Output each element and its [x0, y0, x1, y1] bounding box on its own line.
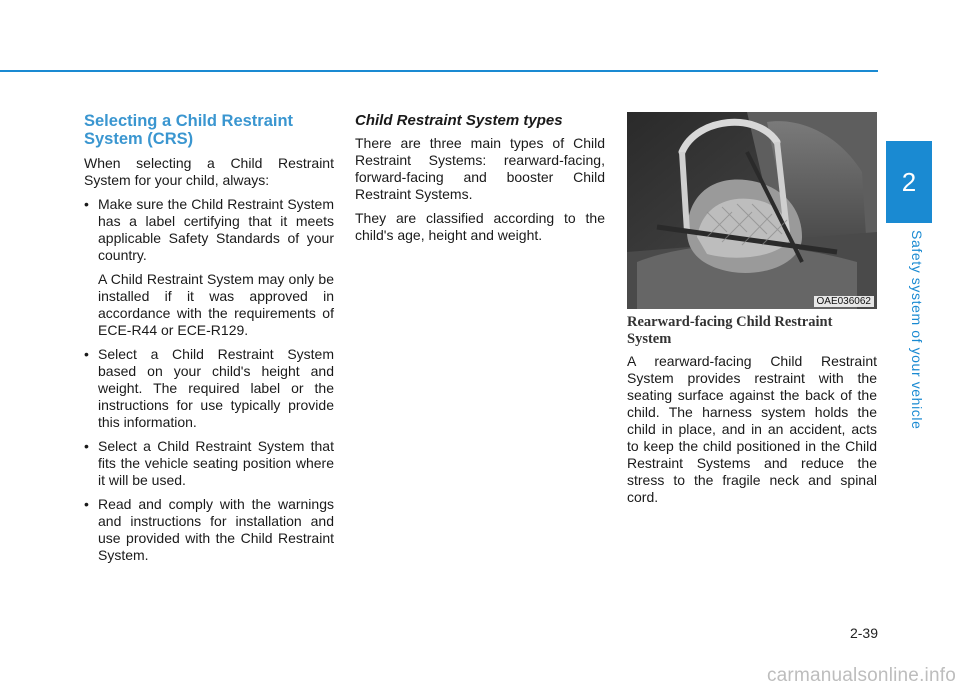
- rearward-crs-illustration: [627, 112, 877, 309]
- list-item-text: Select a Child Restraint System based on your child's height and weight. The required label or the instructions for use typically provide this information.: [98, 346, 334, 430]
- column-rearward-crs: [627, 314, 877, 513]
- bullet-icon: •: [84, 346, 89, 362]
- watermark: carmanualsonline.info: [766, 665, 956, 686]
- header-rule: [0, 70, 878, 72]
- section-heading-selecting-crs: Selecting a Child Restraint System (CRS): [84, 112, 294, 148]
- chapter-number: 2: [901, 166, 917, 197]
- subsection-heading-rearward-crs: Rearward-facing Child Restraint System: [627, 314, 833, 347]
- list-item: [84, 346, 334, 431]
- list-item-text: Read and comply with the warnings and instructions for installation and use provided with the Child Restraint System.: [98, 496, 334, 563]
- chapter-title: Safety system of your vehicle: [909, 230, 925, 430]
- types-paragraph: There are three main types of Child Restraint Systems: rearward-facing, forward-facing and booster Child Restraint Systems.: [355, 135, 605, 202]
- column-selecting-crs: [84, 112, 334, 571]
- column-crs-types: [355, 112, 605, 251]
- intro-paragraph: When selecting a Child Restraint System for your child, always:: [84, 155, 334, 188]
- rearward-crs-paragraph: A rearward-facing Child Restraint System provides restraint with the seating surface against the back of the child. The harness system holds the child in place, and in an accident, acts to keep the child positioned in the Child Restraint Systems and reduce the stress to the fragile neck and spinal cord.: [627, 353, 877, 505]
- list-item: [84, 196, 334, 339]
- list-item: [84, 438, 334, 489]
- bullet-icon: •: [84, 438, 89, 454]
- crs-checklist: [84, 196, 334, 564]
- classification-paragraph: They are classified according to the child's age, height and weight.: [355, 210, 605, 243]
- figure-code: OAE036062: [814, 296, 875, 307]
- list-item: [84, 496, 334, 564]
- list-item-text: Select a Child Restraint System that fits the vehicle seating position where it will be used.: [98, 438, 334, 488]
- page-number: 2-39: [849, 625, 878, 641]
- chapter-tab[interactable]: [886, 141, 932, 223]
- bullet-icon: •: [84, 196, 89, 212]
- list-item-text: Make sure the Child Restraint System has a label certifying that it meets applicable Safety Standards of your country.: [98, 196, 334, 263]
- list-item-subtext: A Child Restraint System may only be installed if it was approved in accordance with the requirements of ECE-R44 or ECE-R129.: [98, 271, 334, 338]
- subsection-heading-crs-types: Child Restraint System types: [355, 112, 563, 129]
- car-seat-illustration: [627, 112, 877, 309]
- bullet-icon: •: [84, 496, 89, 512]
